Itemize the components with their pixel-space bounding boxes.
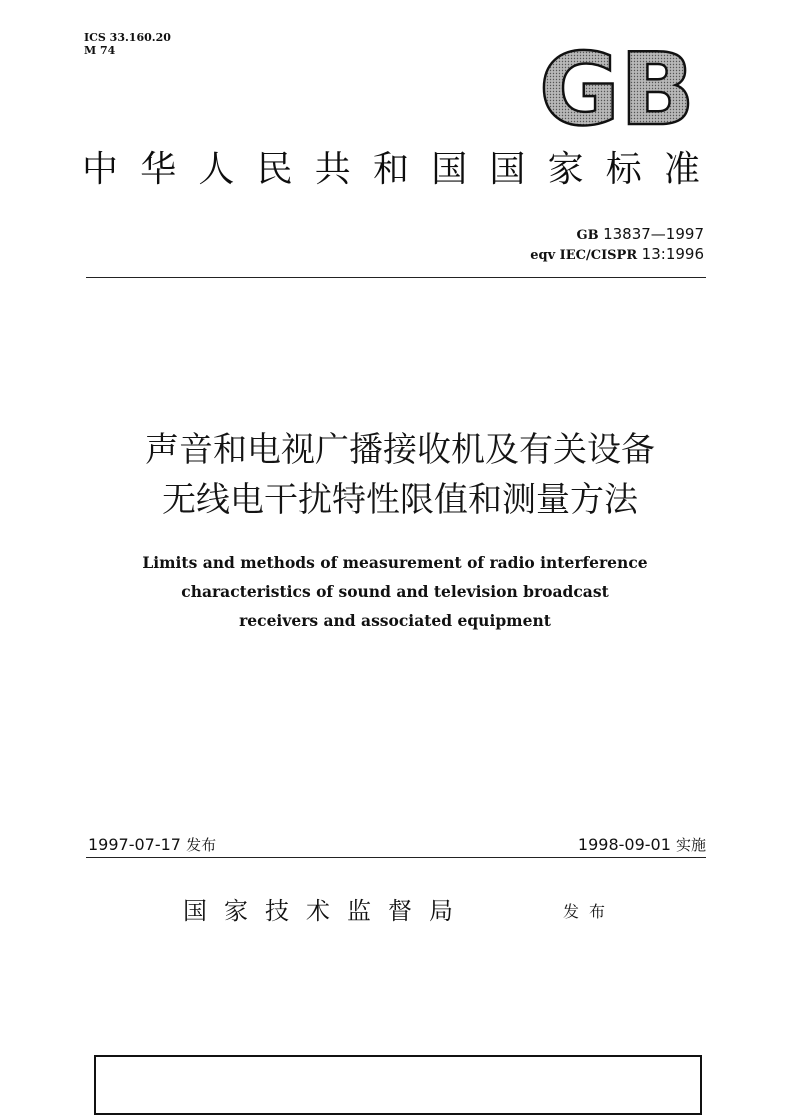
- category-code: M 74: [84, 44, 116, 57]
- chinese-title-line-2: 无线电干扰特性限值和测量方法: [162, 480, 638, 520]
- chinese-title-line-1: 声音和电视广播接收机及有关设备: [145, 430, 655, 470]
- classification-codes: [84, 31, 171, 57]
- top-divider: [86, 277, 706, 278]
- issued-label: 发布: [186, 836, 217, 854]
- gb-logo-text: GB: [539, 42, 695, 132]
- effective-label: 实施: [675, 836, 706, 854]
- equivalence-prefix: eqv IEC/CISPR: [530, 248, 638, 263]
- national-standard-title: 中华人民共和国国家标准: [82, 149, 702, 190]
- ics-code: ICS 33.160.20: [84, 31, 171, 44]
- standard-number: 13837—1997: [603, 225, 704, 243]
- chinese-title: [0, 425, 800, 525]
- bottom-frame: [94, 1055, 702, 1115]
- effective-date: 1998-09-01: [577, 835, 671, 854]
- issuer-suffix: 发布: [563, 902, 616, 921]
- date-divider: [86, 857, 706, 858]
- english-title-line-1: Limits and methods of measurement of radio interference: [142, 553, 648, 572]
- english-title: [0, 548, 790, 635]
- issuer-name: 国家技术监督局: [183, 897, 470, 925]
- english-title-line-2: characteristics of sound and television broadcast: [181, 582, 609, 601]
- effective-date-block: [578, 834, 706, 856]
- standard-prefix: GB: [576, 228, 599, 243]
- gb-logo: [537, 42, 697, 132]
- issued-date-block: [88, 834, 216, 856]
- standard-number-block: [530, 225, 704, 265]
- english-title-line-3: receivers and associated equipment: [239, 611, 551, 630]
- issued-date: 1997-07-17: [88, 835, 181, 854]
- equivalence-number: 13:1996: [641, 245, 704, 263]
